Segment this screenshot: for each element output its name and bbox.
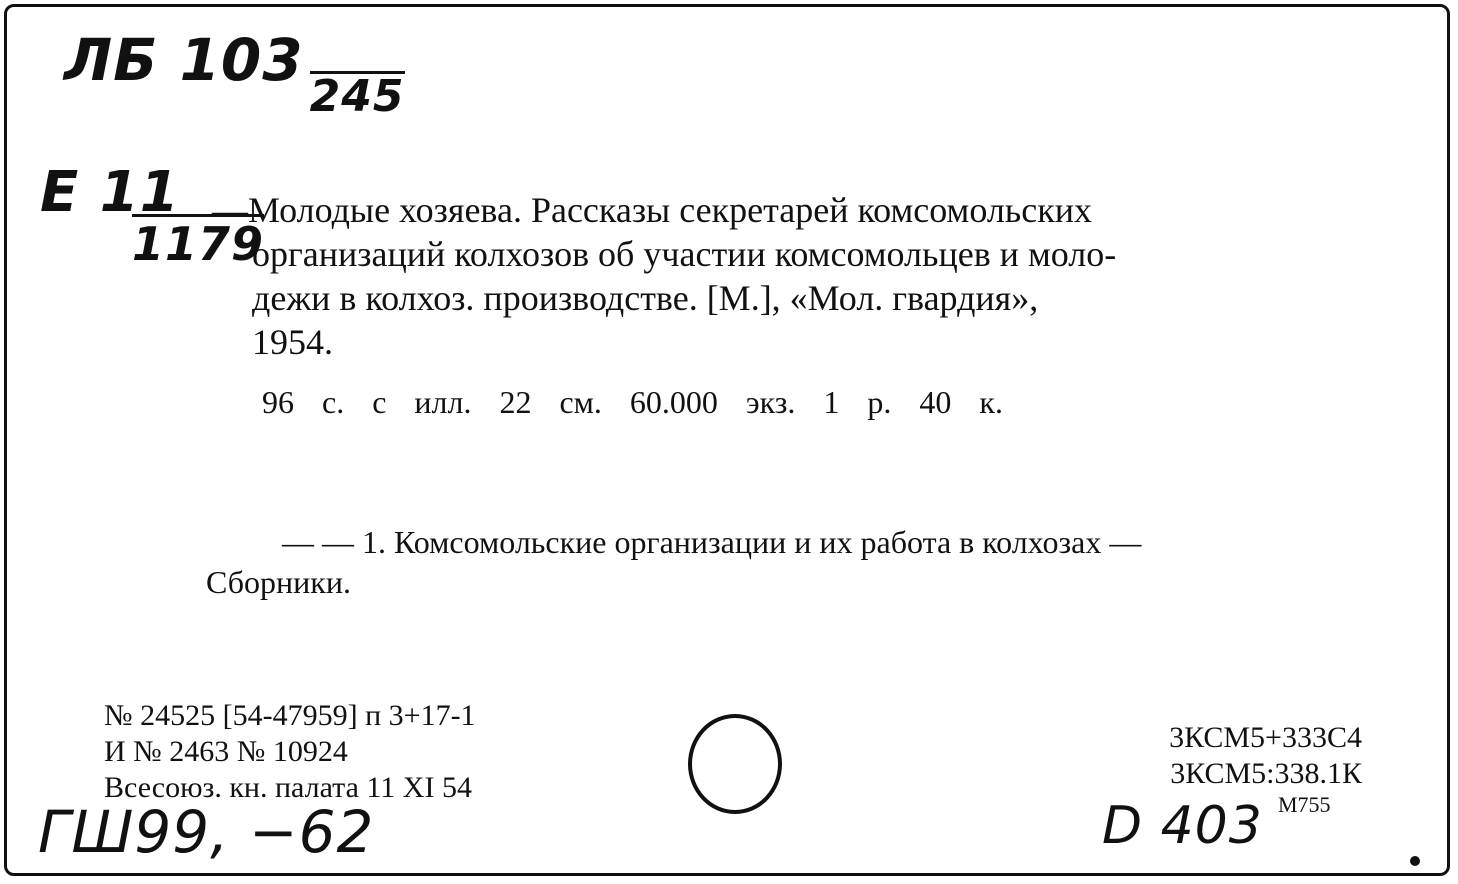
entry-line-2: организаций колхозов об участии комсомольцев и моло-	[252, 234, 1117, 274]
subject-line-1: — — 1. Комсомольские организации и их работа в колхозах —	[282, 524, 1142, 560]
author-sign: М755	[1278, 792, 1331, 817]
subject-line-2: Сборники.	[206, 564, 351, 600]
handwritten-bottom-left: ГШ99, −62	[38, 798, 375, 866]
subject-heading	[206, 522, 1142, 602]
handwritten-shelf-mark	[64, 26, 405, 122]
classification-line-2: 3КСМ5:338.1К	[1170, 757, 1362, 790]
catalog-meta	[104, 698, 476, 806]
meta-line-2: И № 2463 № 10924	[104, 735, 348, 768]
meta-line-1: № 24525 [54-47959] п 3+17-1	[104, 699, 476, 732]
ink-dot	[1410, 856, 1420, 866]
entry-line-3: дежи в колхоз. производстве. [М.], «Мол. гвардия»,	[252, 278, 1039, 318]
handwritten-bottom-right: D 403	[1102, 796, 1263, 856]
classification-line-1: 3КСМ5+333С4	[1169, 721, 1362, 754]
handwritten-code-1179: 1179	[132, 214, 264, 271]
handwritten-code-e11: Е 11	[40, 160, 180, 225]
entry-line-1: —Молодые хозяева. Рассказы секретарей комсомольских	[212, 190, 1092, 230]
circle-stamp	[688, 714, 782, 814]
shelf-mark-sub: 245	[309, 70, 405, 122]
entry-line-4: 1954.	[252, 322, 333, 362]
physical-description: 96 с. с илл. 22 см. 60.000 экз. 1 р. 40 к.	[262, 384, 1003, 420]
shelf-mark-main: ЛБ 103	[64, 26, 304, 94]
classification-codes	[1169, 720, 1362, 792]
meta-line-3: Всесоюз. кн. палата 11 XI 54	[104, 771, 472, 804]
bibliographic-entry	[212, 188, 1116, 364]
